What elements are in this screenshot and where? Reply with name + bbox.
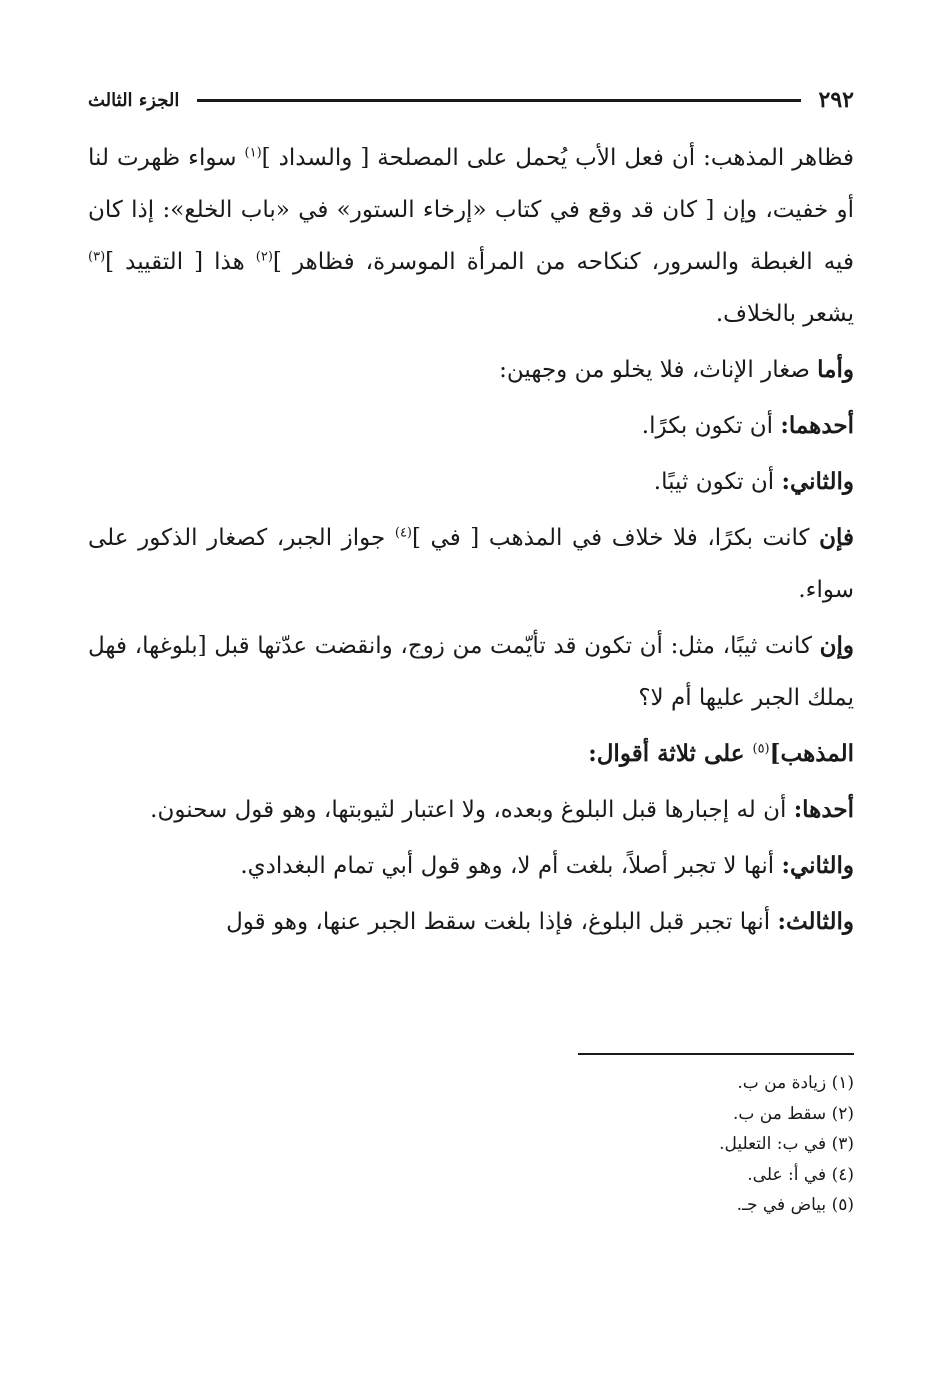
text-run: أنها تجبر قبل البلوغ، فإذا بلغت سقط الجبر عنها، وهو قول: [226, 909, 778, 935]
paragraph: [88, 400, 854, 452]
footnote-marker: (٥): [752, 741, 770, 757]
paragraph-lead: أحدها:: [793, 796, 854, 823]
paragraph-lead: وأما: [817, 356, 854, 383]
paragraph: [88, 344, 854, 396]
text-run: يشعر بالخلاف.: [715, 301, 854, 327]
volume-title: الجزء الثالث: [88, 89, 180, 111]
footnote-marker: (٣): [88, 249, 106, 265]
text-run: هذا [ التقييد ]: [105, 249, 256, 275]
footnote-separator: [578, 1053, 854, 1055]
text-run: صغار الإناث، فلا يخلو من وجهين:: [499, 357, 818, 383]
text-run: كانت ثيبًا، مثل: أن تكون قد تأيّمت من زوج، وانقضت عدّتها قبل [بلوغها، فهل يملك الجبر عليها أم لا؟: [88, 633, 854, 711]
text-run: أن له إجبارها قبل البلوغ وبعده، ولا اعتبار لثيوبتها، وهو قول سحنون.: [150, 797, 794, 823]
text-run: جواز الجبر، كصغار الذكور على سواء.: [88, 525, 854, 603]
text-run: أن تكون ثيبًا.: [653, 469, 782, 495]
footnote-marker: (٤): [394, 525, 412, 541]
body-text: [88, 132, 854, 948]
paragraph: [88, 512, 854, 616]
text-run: كانت بكرًا، فلا خلاف في المذهب [ في ]: [412, 525, 820, 551]
header-rule: [197, 99, 800, 102]
footnote-item: (٣) في ب: التعليل.: [719, 1134, 854, 1154]
footnote-marker: (١): [244, 145, 262, 161]
paragraph: [88, 840, 854, 892]
paragraph-lead: فإن: [819, 524, 854, 551]
footnote-item: (٤) في أ: على.: [747, 1164, 854, 1185]
footnote-item: (٥) بياض في جـ.: [736, 1195, 854, 1215]
paragraph-lead: أحدهما:: [780, 412, 854, 439]
paragraph: [88, 728, 854, 780]
footnotes: [88, 1068, 854, 1221]
bold-text: على ثلاثة أقوال:: [588, 740, 753, 767]
paragraph-lead: والثاني:: [781, 852, 854, 879]
paragraph-lead: والثاني:: [781, 468, 854, 495]
paragraph: [88, 456, 854, 508]
paragraph-lead: والثالث:: [777, 908, 854, 935]
paragraph-lead: وإن: [819, 632, 854, 659]
paragraph: [88, 132, 854, 340]
paragraph: [88, 620, 854, 724]
footnote-marker: (٢): [255, 249, 273, 265]
text-run: فظاهر المذهب: أن فعل الأب يُحمل على المصلحة [ والسداد ]: [261, 145, 854, 171]
footnote-item: (٢) سقط من ب.: [732, 1103, 854, 1124]
page-number: ٢٩٢: [818, 87, 854, 113]
text-run: سواء ظهرت لنا أو خفيت، وإن [ كان قد وقع في كتاب «إرخاء الستور» في «باب الخلع»: إذا كان فيه الغبطة والسرور، كنكاحه من المرأة الموسرة، فظاهر ]: [88, 145, 854, 275]
text-run: أن تكون بكرًا.: [641, 413, 781, 439]
bold-text: المذهب]: [769, 740, 854, 767]
paragraph: [88, 784, 854, 836]
text-run: أنها لا تجبر أصلاً، بلغت أم لا، وهو قول أبي تمام البغدادي.: [240, 853, 782, 879]
paragraph: [88, 896, 854, 948]
footnote-item: (١) زيادة من ب.: [737, 1073, 854, 1093]
running-header: [88, 82, 854, 118]
